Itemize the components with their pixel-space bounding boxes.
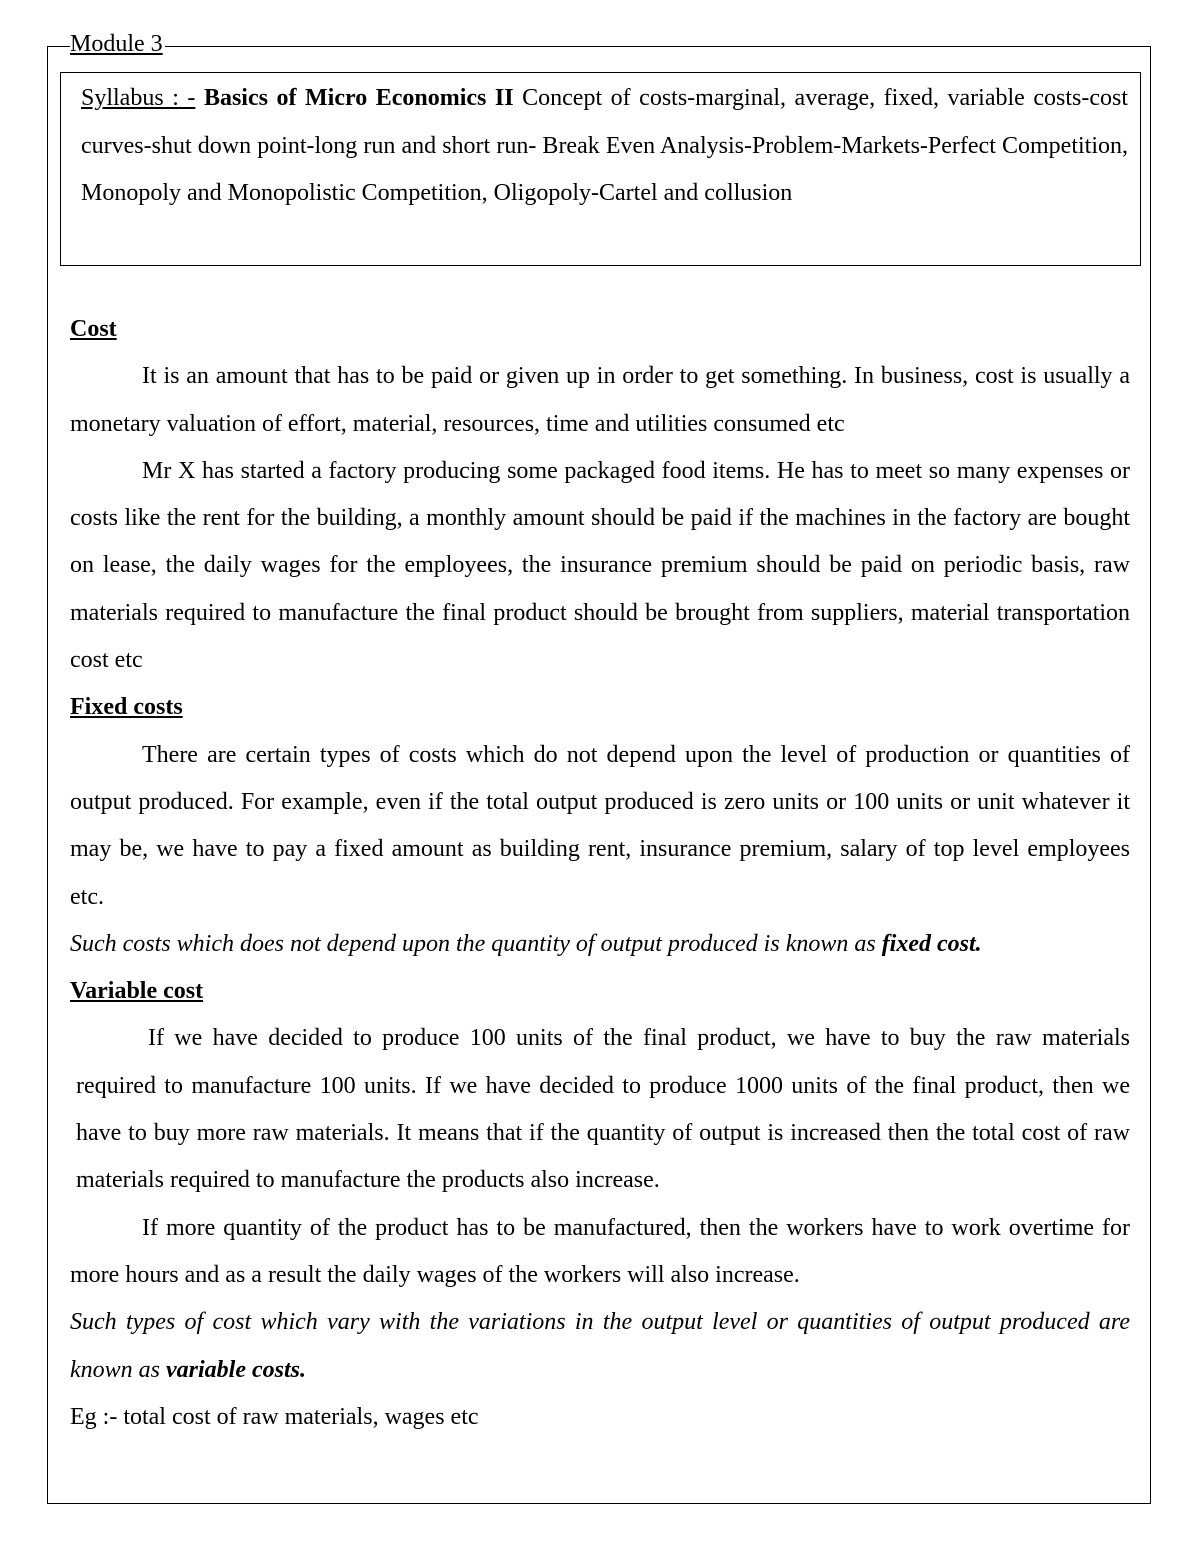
cost-heading: Cost — [70, 316, 117, 342]
fixed-cost-definition-text: Such costs which does not depend upon the quantity of output produced is known as — [70, 930, 876, 957]
fixed-cost-term: fixed cost. — [881, 930, 982, 957]
variable-cost-paragraph-1: If we have decided to produce 100 units of the final product, we have to buy the raw materials required to manufacture 100 units. If we have decided to produce 1000 units of the final product, then we have to buy more raw materials. It means that if the quantity of output is increased then the total cost of raw materials required to manufacture the products also increase. — [76, 1025, 1130, 1194]
syllabus-box — [60, 72, 1141, 266]
variable-cost-paragraph-2: If more quantity of the product has to be manufactured, then the workers have to work overtime for more hours and as a result the daily wages of the workers will also increase. — [70, 1214, 1130, 1288]
cost-paragraph-1: It is an amount that has to be paid or given up in order to get something. In business, cost is usually a monetary valuation of effort, material, resources, time and utilities consumed etc — [70, 363, 1130, 437]
fixed-cost-definition — [70, 921, 1130, 968]
fixed-costs-heading: Fixed costs — [70, 694, 183, 721]
module-label: Module 3 — [70, 31, 163, 57]
fixed-costs-paragraph: There are certain types of costs which do not depend upon the level of production or quantities of output produced. For example, even if the total output produced is zero units or 100 units or unit whatever it may be, we have to pay a fixed amount as building rent, insurance premium, salary of top level employees etc. — [70, 741, 1130, 910]
variable-cost-definition-text: Such types of cost which vary with the variations in the output level or quantities of output produced are known as — [70, 1309, 1130, 1383]
cost-paragraph-2: Mr X has started a factory producing some packaged food items. He has to meet so many expenses or costs like the rent for the building, a monthly amount should be paid if the machines in the factory are bought on lease, the daily wages for the employees, the insurance premium should be paid on periodic basis, raw materials required to manufacture the final product should be brought from suppliers, material transportation cost etc — [70, 457, 1130, 674]
syllabus-title: Basics of Micro Economics II — [203, 85, 514, 111]
variable-cost-heading: Variable cost — [70, 978, 204, 1005]
document-body — [70, 306, 1130, 1441]
variable-cost-example: Eg :- total cost of raw materials, wages etc — [70, 1403, 479, 1430]
syllabus-label: Syllabus : - — [81, 85, 196, 111]
variable-cost-term: variable costs. — [166, 1356, 306, 1383]
variable-cost-definition — [70, 1299, 1130, 1394]
syllabus-text: Concept of costs-marginal, average, fixed, variable costs-cost curves-shut down point-long run and short run- Break Even Analysis-Problem-Markets-Perfect Competition, Monopoly and Monopolistic Competition, Oligopoly-Cartel and collusion — [81, 85, 1128, 206]
